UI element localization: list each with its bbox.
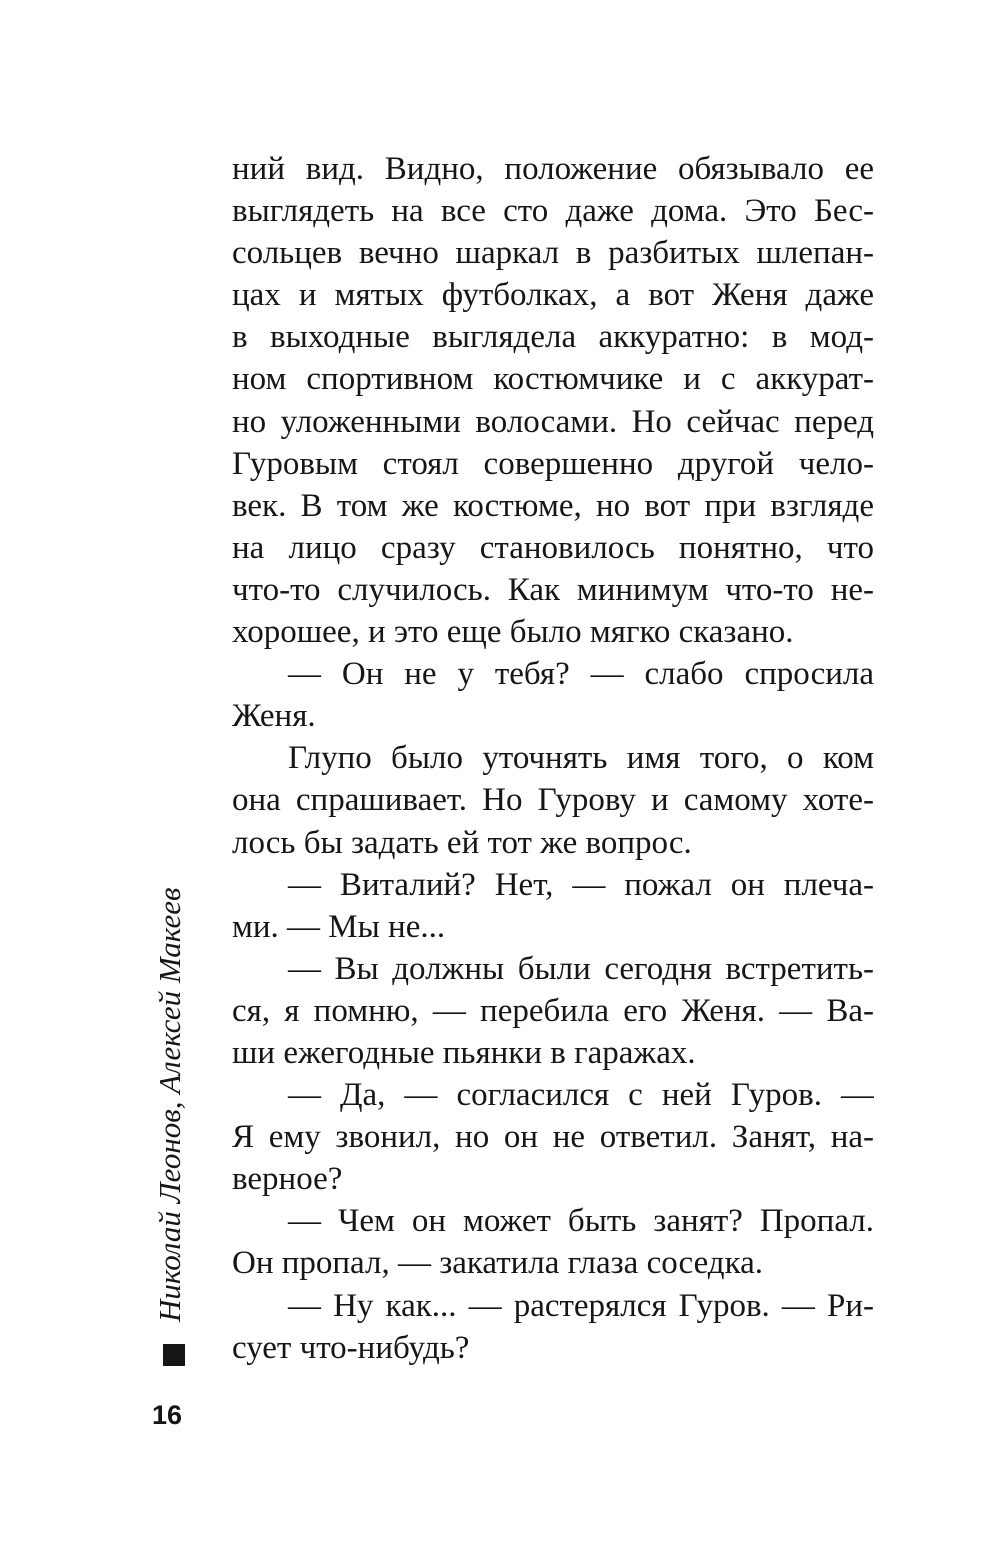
- text-line: хорошее, и это еще было мягко сказано.: [232, 614, 794, 651]
- text-line: — Вы должны были сегодня встретить-: [288, 950, 874, 987]
- text-line: — Он не у тебя? — слабо спросила: [288, 656, 874, 693]
- text-line: век. В том же костюме, но вот при взгляде: [232, 487, 874, 524]
- text-line: выглядеть на все сто даже дома. Это Бес-: [232, 193, 874, 230]
- text-line: Я ему звонил, но он не ответил. Занят, на-: [232, 1119, 874, 1156]
- text-line: что-то случилось. Как минимум что-то не-: [232, 571, 874, 608]
- text-line: — Чем он может быть занят? Пропал.: [288, 1203, 874, 1240]
- text-line: — Виталий? Нет, — пожал он плеча-: [288, 866, 874, 903]
- text-line: ном спортивном костюмчике и с аккурат-: [232, 361, 874, 398]
- text-line: ми. — Мы не...: [232, 908, 446, 945]
- text-line: — Да, — согласился с ней Гуров. —: [288, 1077, 874, 1114]
- text-line: — Ну как... — растерялся Гуров. — Ри-: [288, 1287, 874, 1324]
- text-line: верное?: [232, 1161, 343, 1198]
- text-line: ши ежегодные пьянки в гаражах.: [232, 1034, 696, 1071]
- text-line: в выходные выглядела аккуратно: в мод-: [232, 319, 874, 356]
- text-line: она спрашивает. Но Гурову и самому хоте-: [232, 782, 874, 819]
- page-marker-square: [163, 1344, 185, 1366]
- body-text: [232, 148, 874, 1369]
- text-line: Гуровым стоял совершенно другой чело-: [232, 445, 874, 482]
- text-line: Глупо было уточнять имя того, о ком: [288, 740, 874, 777]
- text-line: Женя.: [232, 698, 316, 735]
- text-line: Он пропал, — закатила глаза соседка.: [232, 1245, 764, 1282]
- text-line: на лицо сразу становилось понятно, что: [232, 529, 874, 566]
- text-line: сольцев вечно шаркал в разбитых шлепан-: [232, 235, 874, 272]
- text-line: ся, я помню, — перебила его Женя. — Ва-: [232, 992, 874, 1029]
- text-line: ний вид. Видно, положение обязывало ее: [232, 151, 874, 187]
- text-line: сует что-нибудь?: [232, 1329, 470, 1366]
- text-line: но уложенными волосами. Но сейчас перед: [232, 403, 874, 440]
- running-head-authors: Николай Леонов, Алексей Макеев: [152, 887, 187, 1322]
- text-line: цах и мятых футболках, а вот Женя даже: [232, 277, 874, 314]
- text-line: лось бы задать ей тот же вопрос.: [232, 824, 692, 861]
- page-number: 16: [152, 1400, 183, 1430]
